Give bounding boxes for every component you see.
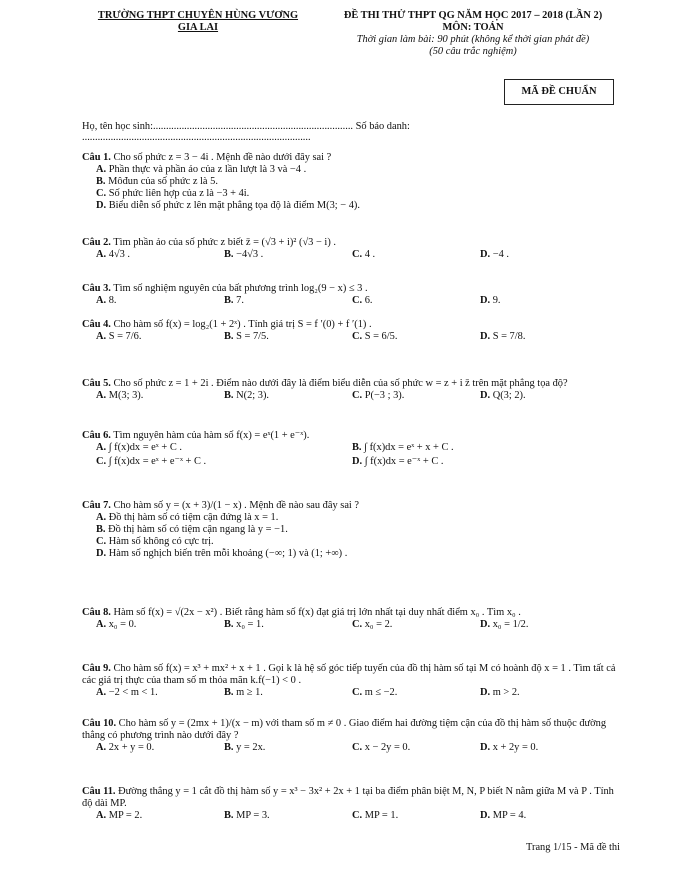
option-text: ∫ f(x)dx = eˣ + x + C . [361,442,454,453]
answer-option-d[interactable] [352,456,443,468]
question-number: Câu 4. [82,319,111,330]
answer-option-d[interactable] [82,548,626,560]
answer-option-a[interactable] [82,512,626,524]
options-row [82,810,626,823]
question-5 [82,378,626,403]
option-letter: A. [96,442,107,453]
question-body: Cho số phức z = 1 + 2i . Điểm nào dưới đây là điểm biểu diễn của số phức w = z + i z̄ trên mặt phẳng tọa độ? [110,378,568,389]
option-letter: D. [96,200,107,211]
option-text: 2x + y = 0. [106,742,155,753]
question-2 [82,237,626,262]
option-letter: A. [96,742,107,753]
option-text: −2 < m < 1. [106,687,158,698]
option-text: x₀ = 2. [362,619,393,630]
option-text: MP = 3. [233,810,270,821]
question-text [82,283,626,295]
answer-option-d[interactable] [480,742,538,754]
option-letter: D. [480,390,491,401]
option-letter: C. [352,331,363,342]
option-text: m ≥ 1. [233,687,263,698]
question-text [82,319,626,331]
option-text: Số phức liên hợp của z là −3 + 4i. [106,188,250,199]
option-letter: D. [480,687,491,698]
option-letter: B. [224,619,234,630]
answer-option-c[interactable] [82,188,626,200]
question-number: Câu 10. [82,718,117,729]
option-letter: B. [224,742,234,753]
option-letter: A. [96,810,107,821]
answer-option-c[interactable] [352,295,373,307]
option-letter: B. [96,176,106,187]
question-body: Cho hàm số f(x) = x³ + mx² + x + 1 . Gọi k là hệ số góc tiếp tuyến của đồ thị hàm số tại M có hoành độ x = 1 . Tìm tất cả các giá trị thực của tham số m thỏa mãn k.f(−1) < 0 . [82,663,616,686]
option-text: S = 7/5. [233,331,269,342]
question-9 [82,663,626,700]
option-letter: D. [480,249,491,260]
option-letter: A. [96,512,107,523]
option-text: Phần thực và phần ảo của z lần lượt là 3 và −4 . [106,164,307,175]
answer-option-a[interactable] [96,390,143,402]
question-count: (50 câu trắc nghiệm) [429,46,517,57]
option-text: x − 2y = 0. [362,742,411,753]
option-text: 4 . [362,249,376,260]
question-text [82,378,626,390]
options-row [82,295,626,308]
option-text: Hàm số nghịch biến trên mỗi khoảng (−∞; 1) và (1; +∞) . [106,548,348,559]
option-text: 7. [233,295,244,306]
option-text: x + 2y = 0. [490,742,539,753]
option-letter: B. [352,442,362,453]
question-number: Câu 2. [82,237,111,248]
answer-option-b[interactable] [82,176,626,188]
option-text: −4√3 . [233,249,264,260]
question-text [82,430,626,442]
answer-option-d[interactable] [480,249,509,261]
question-text [82,786,626,810]
question-text [82,718,626,742]
option-letter: C. [352,687,363,698]
question-6 [82,430,626,470]
option-letter: D. [480,810,491,821]
options-row [82,331,626,344]
option-letter: C. [352,249,363,260]
answer-option-c[interactable] [352,331,397,343]
option-letter: C. [96,456,107,467]
question-text [82,237,626,249]
exam-subject: MÔN: TOÁN [442,22,504,33]
option-letter: D. [96,548,107,559]
answer-option-b[interactable] [224,249,263,261]
option-letter: A. [96,164,107,175]
question-body: Tìm phần ảo của số phức z biết z̄ = (√3 + i)² (√3 − i) . [110,237,336,248]
question-text [82,607,626,619]
option-text: ∫ f(x)dx = eˣ + e⁻ˣ + C . [106,456,207,467]
answer-option-c[interactable] [352,619,392,631]
question-number: Câu 7. [82,500,111,511]
option-text: ∫ f(x)dx = eˣ + C . [106,442,182,453]
answer-option-a[interactable] [96,442,182,454]
options-row [82,390,626,403]
answer-option-b[interactable] [224,619,264,631]
question-8 [82,607,626,632]
option-letter: A. [96,390,107,401]
option-text: m ≤ −2. [362,687,398,698]
question-11 [82,786,626,823]
answer-option-d[interactable] [480,390,526,402]
question-body: Tìm nguyên hàm của hàm số f(x) = eˣ(1 + e⁻ˣ). [110,430,310,441]
option-letter: A. [96,295,107,306]
option-letter: A. [96,687,107,698]
answer-option-b[interactable] [224,810,270,822]
option-text: MP = 4. [490,810,527,821]
option-letter: B. [224,295,234,306]
option-text: MP = 2. [106,810,143,821]
option-text: x₀ = 0. [106,619,137,630]
question-number: Câu 5. [82,378,111,389]
province-name: GIA LAI [177,22,219,33]
question-body: Đường thẳng y = 1 cắt đồ thị hàm số y = x³ − 3x² + 2x + 1 tại ba điểm phân biệt M, N, P biết N nằm giữa M và P . Tính độ dài MP. [82,786,614,809]
option-text: P(−3 ; 3). [362,390,405,401]
question-body: Cho số phức z = 3 − 4i . Mệnh đề nào dưới đây sai ? [110,152,332,163]
answer-option-a[interactable] [96,687,158,699]
options-row [82,742,626,755]
answer-option-d[interactable] [480,687,520,699]
option-text: −4 . [490,249,509,260]
answer-option-d[interactable] [480,331,525,343]
option-text: Đồ thị hàm số có tiệm cận đứng là x = 1. [106,512,279,523]
question-10 [82,718,626,755]
option-text: Đồ thị hàm số có tiệm cận ngang là y = −1. [105,524,288,535]
answer-option-b[interactable] [224,687,263,699]
option-letter: C. [352,295,363,306]
question-body: Hàm số f(x) = √(2x − x²) . Biết rằng hàm số f(x) đạt giá trị lớn nhất tại duy nhất điểm x₀ . Tìm x₀ . [110,607,521,618]
exam-time: Thời gian làm bài: 90 phút (không kể thời gian phát đề) [356,34,590,45]
question-3 [82,283,626,308]
options-row [82,456,626,470]
options-row [82,442,626,456]
option-text: MP = 1. [362,810,399,821]
question-text [82,500,626,512]
answer-option-a[interactable] [96,295,117,307]
option-text: 6. [362,295,373,306]
option-text: Q(3; 2). [490,390,526,401]
option-letter: B. [224,331,234,342]
option-letter: A. [96,249,107,260]
answer-option-b[interactable] [224,295,244,307]
answer-option-c[interactable] [96,456,206,468]
exam-header [318,10,628,58]
answer-option-a[interactable] [82,164,626,176]
options-row [82,249,626,262]
option-text: ∫ f(x)dx = e⁻ˣ + C . [362,456,444,467]
option-text: m > 2. [490,687,520,698]
student-name-field: Họ, tên học sinh:............................................................................. [82,121,354,132]
student-info-line [82,121,602,143]
option-letter: A. [96,619,107,630]
options-row [82,619,626,632]
option-text: Môđun của số phức z là 5. [105,176,218,187]
school-header [78,10,318,34]
option-letter: B. [224,249,234,260]
answer-option-c[interactable] [352,742,410,754]
option-text: 9. [490,295,501,306]
answer-option-d[interactable] [480,810,526,822]
school-name: TRƯỜNG THPT CHUYÊN HÙNG VƯƠNG [97,10,299,21]
option-letter: C. [352,810,363,821]
options-row [82,687,626,700]
question-4 [82,319,626,344]
option-letter: A. [96,331,107,342]
answer-option-b[interactable] [224,390,269,402]
option-text: y = 2x. [233,742,266,753]
option-text: S = 7/8. [490,331,526,342]
option-letter: B. [224,390,234,401]
exam-title: ĐỀ THI THỬ THPT QG NĂM HỌC 2017 – 2018 (LẦN 2) [343,10,603,21]
option-letter: D. [480,331,491,342]
option-text: S = 6/5. [362,331,398,342]
answer-option-c[interactable] [352,390,404,402]
answer-option-c[interactable] [352,687,397,699]
question-text [82,152,626,164]
answer-option-a[interactable] [96,810,142,822]
answer-option-b[interactable] [352,442,454,454]
option-letter: C. [352,619,363,630]
question-body: Cho hàm số f(x) = log₂(1 + 2ˣ) . Tính giá trị S = f ′(0) + f ′(1) . [110,319,372,330]
option-text: 4√3 . [106,249,130,260]
page-footer: Trang 1/15 - Mã đề thi [526,842,620,853]
option-text: S = 7/6. [106,331,142,342]
exam-code-box: MÃ ĐỀ CHUẨN [504,79,614,105]
student-id-field: Số báo danh: ........................................................................................ [82,121,410,143]
answer-option-d[interactable] [480,619,528,631]
question-number: Câu 1. [82,152,111,163]
option-letter: D. [480,742,491,753]
option-letter: D. [480,619,491,630]
option-letter: C. [352,742,363,753]
question-text [82,663,626,687]
option-text: x₀ = 1/2. [490,619,529,630]
option-letter: B. [96,524,106,535]
question-number: Câu 6. [82,430,111,441]
answer-option-d[interactable] [480,295,501,307]
option-letter: B. [224,687,234,698]
question-body: Cho hàm số y = (2mx + 1)/(x − m) với tham số m ≠ 0 . Giao điểm hai đường tiệm cận của đồ thị hàm số thuộc đường thẳng có phương trình nào dưới đây ? [82,718,607,741]
question-number: Câu 8. [82,607,111,618]
option-text: N(2; 3). [233,390,270,401]
question-1 [82,152,626,212]
answer-option-b[interactable] [224,742,265,754]
answer-option-b[interactable] [224,331,269,343]
option-letter: D. [480,295,491,306]
question-body: Cho hàm số y = (x + 3)/(1 − x) . Mệnh đề nào sau đây sai ? [110,500,360,511]
answer-option-a[interactable] [96,619,136,631]
option-letter: C. [96,188,107,199]
option-text: 8. [106,295,117,306]
answer-option-a[interactable] [96,331,141,343]
question-body: Tìm số nghiệm nguyên của bất phương trình log₂(9 − x) ≤ 3 . [110,283,368,294]
option-text: x₀ = 1. [233,619,264,630]
option-letter: B. [224,810,234,821]
answer-option-d[interactable] [82,200,626,212]
answer-option-a[interactable] [96,742,154,754]
answer-option-c[interactable] [352,249,375,261]
option-text: M(3; 3). [106,390,144,401]
question-number: Câu 9. [82,663,111,674]
option-letter: D. [352,456,363,467]
question-7 [82,500,626,560]
question-number: Câu 3. [82,283,111,294]
answer-option-c[interactable] [82,536,626,548]
answer-option-c[interactable] [352,810,398,822]
question-number: Câu 11. [82,786,116,797]
option-letter: C. [352,390,363,401]
option-text: Hàm số không có cực trị. [106,536,214,547]
option-letter: C. [96,536,107,547]
option-text: Biểu diễn số phức z lên mặt phẳng tọa độ là điểm M(3; − 4). [106,200,360,211]
answer-option-a[interactable] [96,249,130,261]
answer-option-b[interactable] [82,524,626,536]
